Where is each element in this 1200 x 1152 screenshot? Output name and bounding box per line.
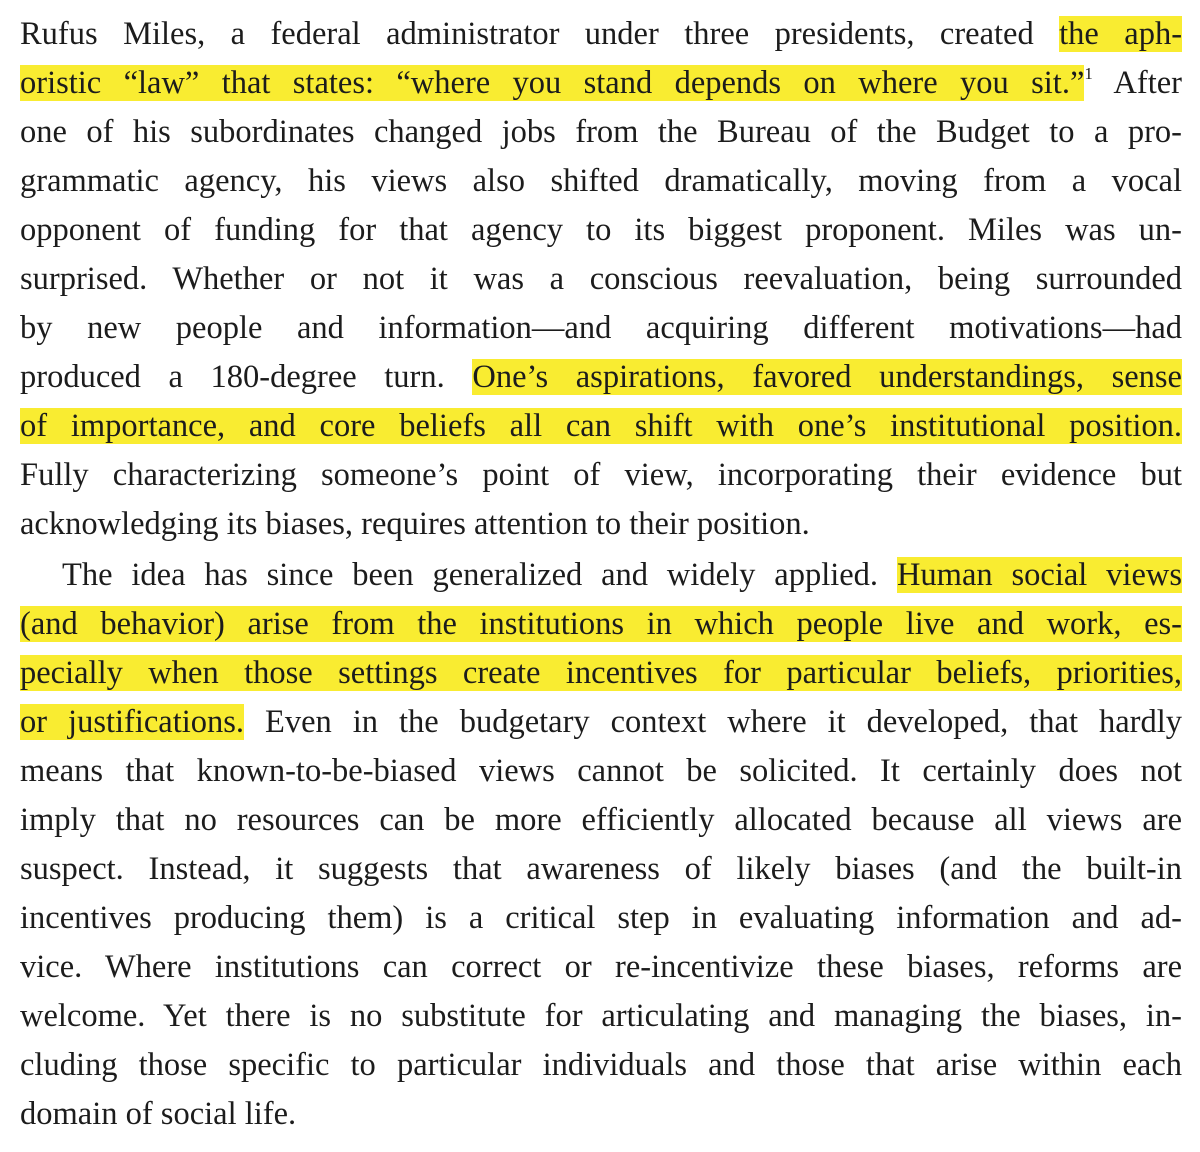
text-line xyxy=(20,1090,1182,1139)
text-run: suspect. Instead, it suggests that awareness of likely biases (and the built-in xyxy=(20,851,1182,887)
text-line xyxy=(20,747,1182,796)
highlighted-text: or justifications. xyxy=(20,704,245,740)
text-run: surprised. Whether or not it was a conscious reevaluation, being surrounded xyxy=(20,261,1182,297)
text-run: cluding those specific to particular individuals and those that arise within each xyxy=(20,1047,1182,1083)
text-run: means that known-to-be-biased views cannot be solicited. It certainly does not xyxy=(20,753,1182,789)
text-line xyxy=(20,402,1182,451)
text-run: The idea has since been generalized and widely applied. xyxy=(62,557,897,593)
highlighted-text: the aph- xyxy=(1059,16,1182,52)
text-line xyxy=(20,845,1182,894)
text-run: opponent of funding for that agency to its biggest proponent. Miles was un- xyxy=(20,212,1182,248)
highlighted-text: oristic “law” that states: “where you stand depends on where you sit.” xyxy=(20,65,1085,101)
text-line xyxy=(20,255,1182,304)
text-line xyxy=(20,500,1182,549)
text-line xyxy=(20,600,1182,649)
text-line xyxy=(20,894,1182,943)
text-run: one of his subordinates changed jobs from the Bureau of the Budget to a pro- xyxy=(20,114,1182,150)
text-run: by new people and information—and acquiring different motivations—had xyxy=(20,310,1182,346)
text-run: welcome. Yet there is no substitute for articulating and managing the biases, in- xyxy=(20,998,1182,1034)
text-run: imply that no resources can be more efficiently allocated because all views are xyxy=(20,802,1182,838)
text-line xyxy=(20,649,1182,698)
text-run: Even in the budgetary context where it developed, that hardly xyxy=(244,704,1182,740)
highlighted-text: Human social views xyxy=(896,557,1182,593)
text-run: After xyxy=(1092,65,1182,101)
highlighted-text: of importance, and core beliefs all can shift with one’s institutional position. xyxy=(20,408,1182,444)
highlighted-text: pecially when those settings create incentives for particular beliefs, priorities, xyxy=(20,655,1182,691)
text-line xyxy=(20,698,1182,747)
highlighted-text: One’s aspirations, favored understandings, sense xyxy=(472,359,1182,395)
text-run: vice. Where institutions can correct or re-incentivize these biases, reforms are xyxy=(20,949,1182,985)
text-line xyxy=(20,353,1182,402)
text-run: grammatic agency, his views also shifted dramatically, moving from a vocal xyxy=(20,163,1182,199)
text-line xyxy=(20,206,1182,255)
text-line xyxy=(20,796,1182,845)
text-line xyxy=(20,992,1182,1041)
text-line xyxy=(20,59,1182,108)
text-run: acknowledging its biases, requires attention to their position. xyxy=(20,506,810,542)
text-line xyxy=(62,551,1182,600)
text-line xyxy=(20,1041,1182,1090)
text-run: domain of social life. xyxy=(20,1096,297,1132)
text-line xyxy=(20,943,1182,992)
text-line xyxy=(20,157,1182,206)
text-line xyxy=(20,108,1182,157)
text-run: Fully characterizing someone’s point of view, incorporating their evidence but xyxy=(20,457,1182,493)
footnote-marker[interactable]: 1 xyxy=(1084,64,1093,83)
text-line xyxy=(20,304,1182,353)
text-run: Rufus Miles, a federal administrator under three presidents, created xyxy=(20,16,1060,52)
text-run: incentives producing them) is a critical step in evaluating information and ad- xyxy=(20,900,1182,936)
text-line xyxy=(20,451,1182,500)
highlighted-text: (and behavior) arise from the institutions in which people live and work, es- xyxy=(20,606,1182,642)
text-run: produced a 180-degree turn. xyxy=(20,359,473,395)
text-line xyxy=(20,10,1182,59)
